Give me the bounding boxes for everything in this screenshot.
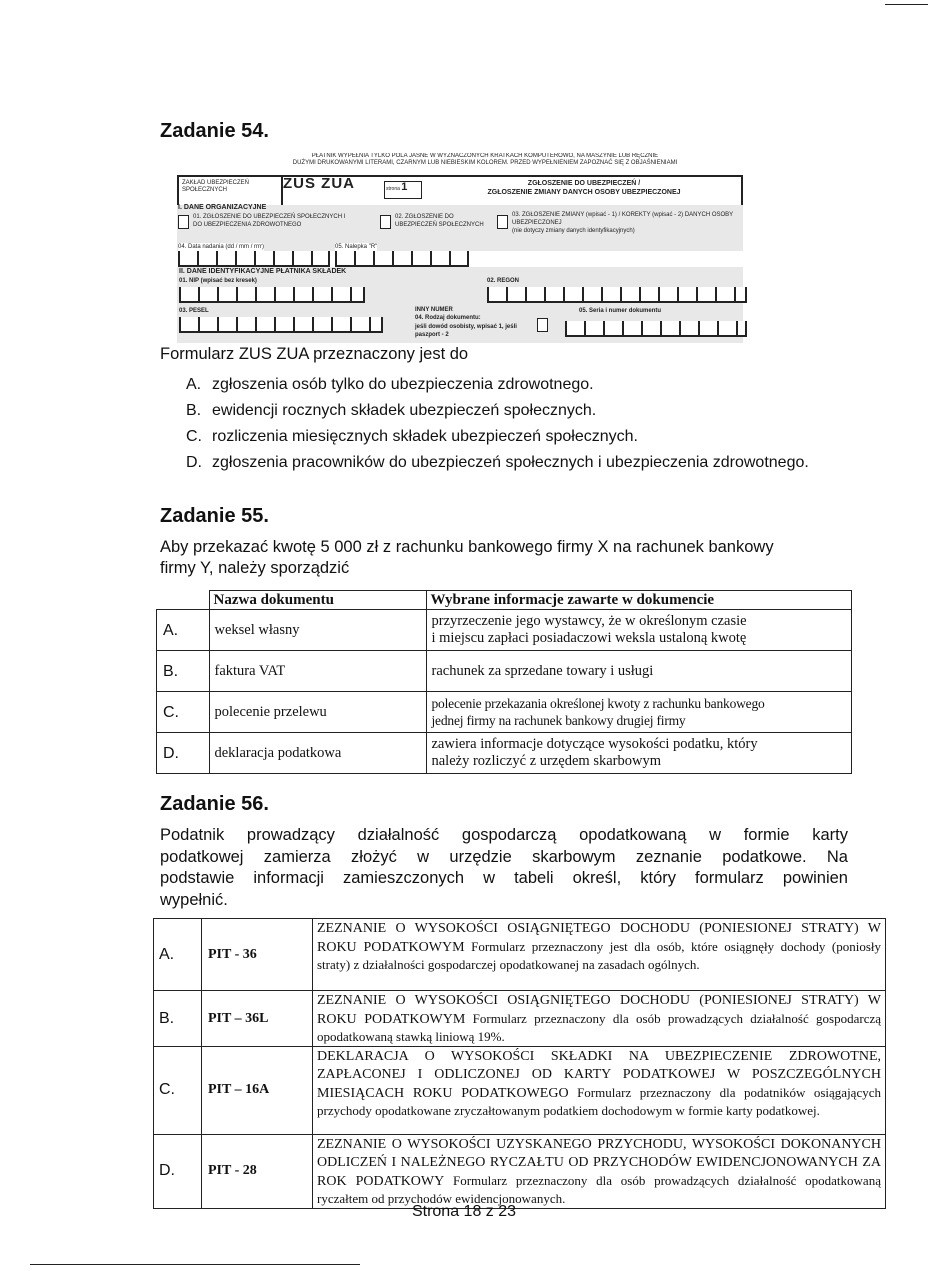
row-doc-name: weksel własny — [209, 610, 426, 651]
row-pit-code: PIT - 36 — [202, 919, 313, 991]
answer-b: B. ewidencji rocznych składek ubezpieczeń społecznych. — [186, 402, 597, 419]
opt03-checkbox — [497, 215, 508, 229]
row-description: ZEZNANIE O WYSOKOŚCI UZYSKANEGO PRZYCHODU, WYSOKOŚCI DOKONANYCH ODLICZEŃ I NALEŻNEGO RYCZAŁTU OD PRZYCHODÓW EWIDENCJONOWANYCH ZA ROK PODATKOWY Formularz przeznaczony dla osób prowadzących działalność opodatkowaną ryczałtem od przychodów ewidencjonowanych. — [313, 1134, 886, 1208]
row-pit-code: PIT – 16A — [202, 1046, 313, 1134]
nip-label: 01. NIP (wpisać bez kresek) — [179, 278, 257, 284]
section1-title: I. DANE ORGANIZACYJNE — [178, 204, 267, 211]
table-row — [157, 651, 852, 692]
answer-a: A. zgłoszenia osób tylko do ubezpieczenia zdrowotnego. — [186, 376, 594, 393]
doc-note-label: jeśli dowód osobisty, wpisać 1, jeśli paszport - 2 — [415, 324, 517, 338]
table-row — [154, 991, 886, 1047]
row-letter: D. — [154, 1134, 202, 1208]
row-doc-info: rachunek za sprzedane towary i usługi — [426, 651, 852, 692]
doc-type-box — [537, 318, 548, 332]
task54-answers — [186, 372, 809, 476]
page-box: strona 1 — [384, 181, 422, 199]
table-row — [154, 1046, 886, 1134]
opt03-label: 03. ZGŁOSZENIE ZMIANY (wpisać - 1) / KOREKTY (wpisać - 2) DANYCH OSOBY UBEZPIECZONEJ — [512, 212, 734, 226]
row-letter: B. — [157, 651, 210, 692]
task55-table — [156, 590, 852, 774]
table-header-row — [157, 591, 852, 610]
task55-question: Aby przekazać kwotę 5 000 zł z rachunku bankowego firmy X na rachunek bankowy firmy Y, należy sporządzić — [160, 538, 774, 577]
table-row — [157, 733, 852, 774]
section2-title: II. DANE IDENTYFIKACYJNE PŁATNIKA SKŁADEK — [179, 268, 347, 275]
field05-label: 05. Nalepka "R" — [335, 244, 378, 250]
table-row — [154, 1134, 886, 1208]
scan-edge-line-bottom — [30, 1264, 360, 1265]
row-doc-info: przyrzeczenie jego wystawcy, że w określonym czasie i miejscu zapłaci posiadaczowi weksla ustaloną kwotę — [426, 610, 852, 651]
answer-c: C. rozliczenia miesięcznych składek ubezpieczeń społecznych. — [186, 428, 638, 445]
row-doc-info: polecenie przekazania określonej kwoty z rachunku bankowego jednej firmy na rachunek bankowy drugiej firmy — [426, 692, 852, 733]
row-pit-code: PIT – 36L — [202, 991, 313, 1047]
table-row — [157, 692, 852, 733]
table-row — [157, 610, 852, 651]
field04-label: 04. Data nadania (dd / mm / rrrr) — [178, 244, 265, 250]
other-number-label: INNY NUMER — [415, 307, 453, 313]
form-header: PŁATNIK WYPEŁNIA TYLKO POLA JASNE W WYZNACZONYCH KRATKACH KOMPUTEROWO, NA MASZYNIE LUB RĘCZNIE DUŻYMI DRUKOWANYMI LITERAMI, CZARNYM LUB NIEBIESKIM KOLOREM. PRZED WYPEŁNIENIEM ZAPOZNAĆ SIĘ Z OBJAŚNIENIAMI — [292, 153, 678, 166]
scan-edge-line-top — [885, 4, 928, 5]
task55-heading: Zadanie 55. — [160, 505, 269, 527]
row-pit-code: PIT - 28 — [202, 1134, 313, 1208]
header-doc-info: Wybrane informacje zawarte w dokumencie — [426, 591, 852, 610]
doc-type-label: 04. Rodzaj dokumentu: — [415, 315, 481, 321]
opt02-label: 02. ZGŁOSZENIE DO UBEZPIECZEŃ SPOŁECZNYCH — [395, 214, 484, 228]
row-letter: A. — [154, 919, 202, 991]
row-letter: B. — [154, 991, 202, 1047]
doc-series-boxes — [565, 321, 747, 337]
row-doc-name: faktura VAT — [209, 651, 426, 692]
task56-table — [153, 918, 886, 1209]
form-title: ZGŁOSZENIE DO UBEZPIECZEŃ / ZGŁOSZENIE ZMIANY DANYCH OSOBY UBEZPIECZONEJ — [487, 180, 681, 196]
row-doc-name: deklaracja podatkowa — [209, 733, 426, 774]
page-footer: Strona 18 z 23 — [411, 1203, 517, 1220]
opt01-checkbox — [178, 215, 189, 229]
table-row — [154, 919, 886, 991]
row-letter: A. — [157, 610, 210, 651]
task54-heading: Zadanie 54. — [160, 120, 269, 142]
answer-d: D. zgłoszenia pracowników do ubezpieczeń społecznych i ubezpieczenia zdrowotnego. — [186, 454, 809, 471]
row-description: ZEZNANIE O WYSOKOŚCI OSIĄGNIĘTEGO DOCHODU (PONIESIONEJ STRATY) W ROKU PODATKOWYM Formularz przeznaczony dla osób prowadzących działalność gospodarczą opodatkowaną stawką liniową 19%. — [313, 991, 886, 1047]
zus-office-label: ZAKŁAD UBEZPIECZEŃ SPOŁECZNYCH — [179, 177, 283, 205]
row-letter: C. — [154, 1046, 202, 1134]
row-doc-info: zawiera informacje dotyczące wysokości podatku, który należy rozliczyć z urzędem skarbowym — [426, 733, 852, 774]
row-description: ZEZNANIE O WYSOKOŚCI OSIĄGNIĘTEGO DOCHODU (PONIESIONEJ STRATY) W ROKU PODATKOWYM Formularz przeznaczony jest dla osób, które osiągnęły dochody (poniosły straty) z działalności gospodarczej opodatkowanej na zasadach ogólnych. — [313, 919, 886, 991]
pesel-boxes — [179, 317, 383, 333]
header-doc-name: Nazwa dokumentu — [209, 591, 426, 610]
opt03-note: (nie dotyczy zmiany danych identyfikacyjnych) — [512, 228, 635, 234]
regon-label: 02. REGON — [487, 278, 520, 284]
nip-boxes — [179, 287, 365, 303]
task56-heading: Zadanie 56. — [160, 793, 269, 815]
header-empty-cell — [157, 591, 210, 610]
form-title-frame — [177, 175, 743, 207]
row-letter: D. — [157, 733, 210, 774]
opt01-label: 01. ZGŁOSZENIE DO UBEZPIECZEŃ SPOŁECZNYCH I DO UBEZPIECZENIA ZDROWOTNEGO — [193, 214, 346, 228]
row-letter: C. — [157, 692, 210, 733]
regon-boxes — [487, 287, 747, 303]
row-doc-name: polecenie przelewu — [209, 692, 426, 733]
row-description: DEKLARACJA O WYSOKOŚCI SKŁADKI NA UBEZPIECZENIE ZDROWOTNE, ZAPŁACONEJ I ODLICZONEJ OD KARTY PODATKOWEJ W POSZCZEGÓLNYCH MIESIĄCACH ROKU PODATKOWEGO Formularz przeznaczony dla podatników osiągających przychody opodatkowane zryczałtowanym podatkiem dochodowym w formie karty podatkowej. — [313, 1046, 886, 1134]
task56-question: Podatnik prowadzący działalność gospodarczą opodatkowaną w formie karty podatkowej zamierza złożyć w urzędzie skarbowym zeznanie podatkowe. Na podstawie informacji zamieszczonych w tabeli określ, który formularz powinien wypełnić. — [160, 826, 848, 909]
opt02-checkbox — [380, 215, 391, 229]
doc-series-label: 05. Seria i numer dokumentu — [579, 308, 662, 314]
zus-zua-form-image — [175, 153, 752, 343]
sticker-boxes — [335, 251, 469, 267]
date-boxes — [178, 251, 330, 267]
task54-question: Formularz ZUS ZUA przeznaczony jest do — [160, 345, 469, 363]
pesel-label: 03. PESEL — [179, 308, 209, 314]
form-code: ZUS ZUA — [283, 175, 355, 192]
